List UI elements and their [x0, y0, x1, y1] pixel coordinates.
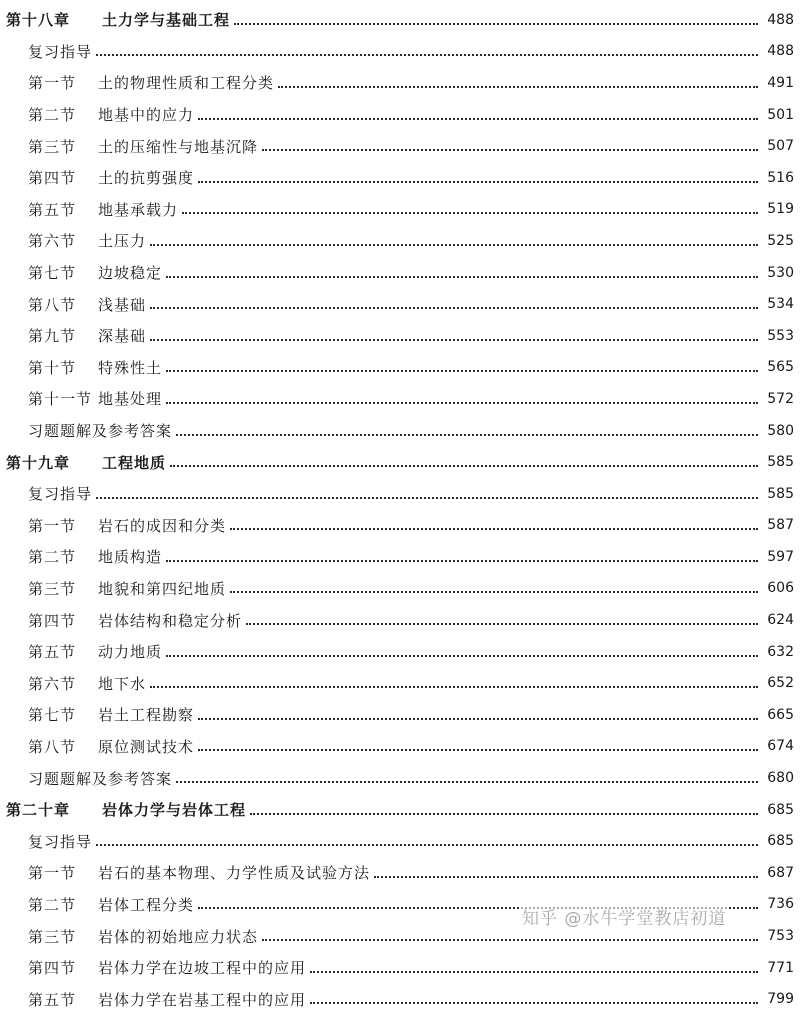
entry-number: 第二节	[28, 895, 77, 914]
page-number: 488	[767, 43, 794, 60]
entry-number: 第五节	[28, 990, 77, 1009]
toc-section-row	[0, 604, 800, 636]
entry-title: 土的物理性质和工程分类	[98, 74, 275, 93]
page-number: 674	[767, 738, 794, 755]
entry-number: 第三节	[28, 137, 77, 156]
dot-leader	[96, 54, 758, 56]
entry-title: 岩石的成因和分类	[98, 516, 227, 535]
page-number: 685	[767, 833, 794, 850]
entry-number: 第八节	[28, 295, 77, 314]
entry-title: 工程地质	[102, 453, 167, 472]
entry-number: 第九节	[28, 327, 77, 346]
entry-title: 特殊性土	[98, 358, 163, 377]
page-number: 587	[767, 517, 794, 534]
entry-number: 第五节	[28, 643, 77, 662]
toc-row-answers	[0, 762, 800, 794]
page-number: 507	[767, 138, 794, 155]
entry-number: 第三节	[28, 579, 77, 598]
page-number: 771	[767, 959, 794, 976]
page-number: 597	[767, 548, 794, 565]
entry-number: 第四节	[28, 611, 77, 630]
entry-title: 复习指导	[28, 485, 93, 504]
page-number: 652	[767, 675, 794, 692]
page-number: 519	[767, 201, 794, 218]
watermark: 知乎 @水牛学堂教店初道	[520, 904, 728, 929]
entry-title: 复习指导	[28, 832, 93, 851]
dot-leader	[96, 844, 758, 846]
page-number: 685	[767, 801, 794, 818]
toc-row-guide	[0, 478, 800, 510]
dot-leader	[246, 623, 758, 625]
entry-title: 岩体力学在边坡工程中的应用	[98, 959, 307, 978]
page-number: 632	[767, 643, 794, 660]
toc-row-answers	[0, 415, 800, 447]
entry-number: 第八节	[28, 737, 77, 756]
page-number: 525	[767, 232, 794, 249]
entry-title: 岩体的初始地应力状态	[98, 927, 259, 946]
toc-section-row	[0, 257, 800, 289]
toc-section-row	[0, 636, 800, 668]
toc-row-guide	[0, 825, 800, 857]
dot-leader	[230, 528, 758, 530]
toc-section-row	[0, 731, 800, 763]
dot-leader	[166, 655, 758, 657]
entry-number: 第七节	[28, 264, 77, 283]
toc-section-row	[0, 952, 800, 984]
page-number: 585	[767, 454, 794, 471]
dot-leader	[198, 118, 758, 120]
entry-title: 复习指导	[28, 42, 93, 61]
dot-leader	[150, 339, 758, 341]
dot-leader	[176, 434, 758, 436]
page-number: 580	[767, 422, 794, 439]
entry-number: 第六节	[28, 674, 77, 693]
page-number: 516	[767, 169, 794, 186]
page-number: 530	[767, 264, 794, 281]
dot-leader	[166, 370, 758, 372]
entry-title: 岩体工程分类	[98, 895, 195, 914]
toc-section-row	[0, 162, 800, 194]
entry-number: 第十九章	[6, 453, 71, 472]
toc-section-row	[0, 383, 800, 415]
toc-chapter-row	[0, 794, 800, 826]
entry-number: 第二节	[28, 548, 77, 567]
dot-leader	[198, 181, 758, 183]
dot-leader	[310, 971, 758, 973]
page-number: 624	[767, 612, 794, 629]
entry-title: 岩土工程勘察	[98, 706, 195, 725]
entry-number: 第四节	[28, 959, 77, 978]
page-number: 501	[767, 106, 794, 123]
entry-title: 浅基础	[98, 295, 147, 314]
toc-section-row	[0, 541, 800, 573]
toc-section-row	[0, 983, 800, 1015]
page-number: 572	[767, 390, 794, 407]
page-number: 799	[767, 991, 794, 1008]
entry-number: 第一节	[28, 516, 77, 535]
dot-leader	[310, 1002, 758, 1004]
entry-title: 岩体力学与岩体工程	[102, 801, 247, 820]
entry-title: 土力学与基础工程	[102, 11, 231, 30]
page-number: 565	[767, 359, 794, 376]
entry-title: 地下水	[98, 674, 147, 693]
dot-leader	[166, 276, 758, 278]
entry-title: 土压力	[98, 232, 147, 251]
entry-number: 第二节	[28, 106, 77, 125]
dot-leader	[278, 86, 758, 88]
entry-number: 第三节	[28, 927, 77, 946]
entry-title: 原位测试技术	[98, 737, 195, 756]
toc-section-row	[0, 194, 800, 226]
dot-leader	[262, 939, 758, 941]
entry-title: 地质构造	[98, 548, 163, 567]
toc-section-row	[0, 288, 800, 320]
toc-section-row	[0, 67, 800, 99]
dot-leader	[170, 465, 758, 467]
dot-leader	[166, 560, 758, 562]
toc-section-row	[0, 352, 800, 384]
page-number: 491	[767, 74, 794, 91]
dot-leader	[374, 876, 758, 878]
entry-number: 第二十章	[6, 801, 71, 820]
dot-leader	[262, 149, 758, 151]
entry-title: 地基承载力	[98, 200, 179, 219]
entry-number: 第十一节	[28, 390, 93, 409]
entry-title: 深基础	[98, 327, 147, 346]
dot-leader	[198, 718, 758, 720]
page-number: 553	[767, 327, 794, 344]
entry-title: 地基中的应力	[98, 106, 195, 125]
dot-leader	[150, 244, 758, 246]
dot-leader	[96, 497, 758, 499]
page-number: 534	[767, 296, 794, 313]
toc-section-row	[0, 667, 800, 699]
page-number: 753	[767, 928, 794, 945]
toc-section-row	[0, 130, 800, 162]
dot-leader	[182, 212, 758, 214]
entry-title: 土的抗剪强度	[98, 169, 195, 188]
toc-row-guide	[0, 36, 800, 68]
entry-title: 边坡稳定	[98, 264, 163, 283]
entry-number: 第十节	[28, 358, 77, 377]
page-number: 687	[767, 864, 794, 881]
page-number: 680	[767, 770, 794, 787]
entry-number: 第七节	[28, 706, 77, 725]
toc-section-row	[0, 573, 800, 605]
page-number: 488	[767, 11, 794, 28]
entry-title: 岩体结构和稳定分析	[98, 611, 243, 630]
entry-number: 第一节	[28, 864, 77, 883]
page-number: 585	[767, 485, 794, 502]
entry-number: 第五节	[28, 200, 77, 219]
page-number: 736	[767, 896, 794, 913]
dot-leader	[234, 23, 758, 25]
toc-section-row	[0, 320, 800, 352]
entry-number: 第十八章	[6, 11, 71, 30]
dot-leader	[150, 686, 758, 688]
page-number: 665	[767, 706, 794, 723]
entry-title: 地基处理	[98, 390, 163, 409]
dot-leader	[176, 781, 758, 783]
entry-title: 地貌和第四纪地质	[98, 579, 227, 598]
entry-title: 动力地质	[98, 643, 163, 662]
dot-leader	[198, 749, 758, 751]
toc-chapter-row	[0, 4, 800, 36]
entry-title: 岩石的基本物理、力学性质及试验方法	[98, 864, 371, 883]
entry-number: 第一节	[28, 74, 77, 93]
dot-leader	[166, 402, 758, 404]
dot-leader	[150, 307, 758, 309]
entry-title: 岩体力学在岩基工程中的应用	[98, 990, 307, 1009]
entry-number: 第四节	[28, 169, 77, 188]
page-number: 606	[767, 580, 794, 597]
toc-section-row	[0, 99, 800, 131]
toc-chapter-row	[0, 446, 800, 478]
entry-title: 习题题解及参考答案	[28, 769, 173, 788]
entry-title: 习题题解及参考答案	[28, 422, 173, 441]
entry-number: 第六节	[28, 232, 77, 251]
toc-section-row	[0, 225, 800, 257]
toc-section-row	[0, 510, 800, 542]
toc-section-row	[0, 857, 800, 889]
dot-leader	[230, 591, 758, 593]
toc-section-row	[0, 699, 800, 731]
entry-title: 土的压缩性与地基沉降	[98, 137, 259, 156]
table-of-contents	[0, 4, 800, 1015]
dot-leader	[250, 813, 758, 815]
